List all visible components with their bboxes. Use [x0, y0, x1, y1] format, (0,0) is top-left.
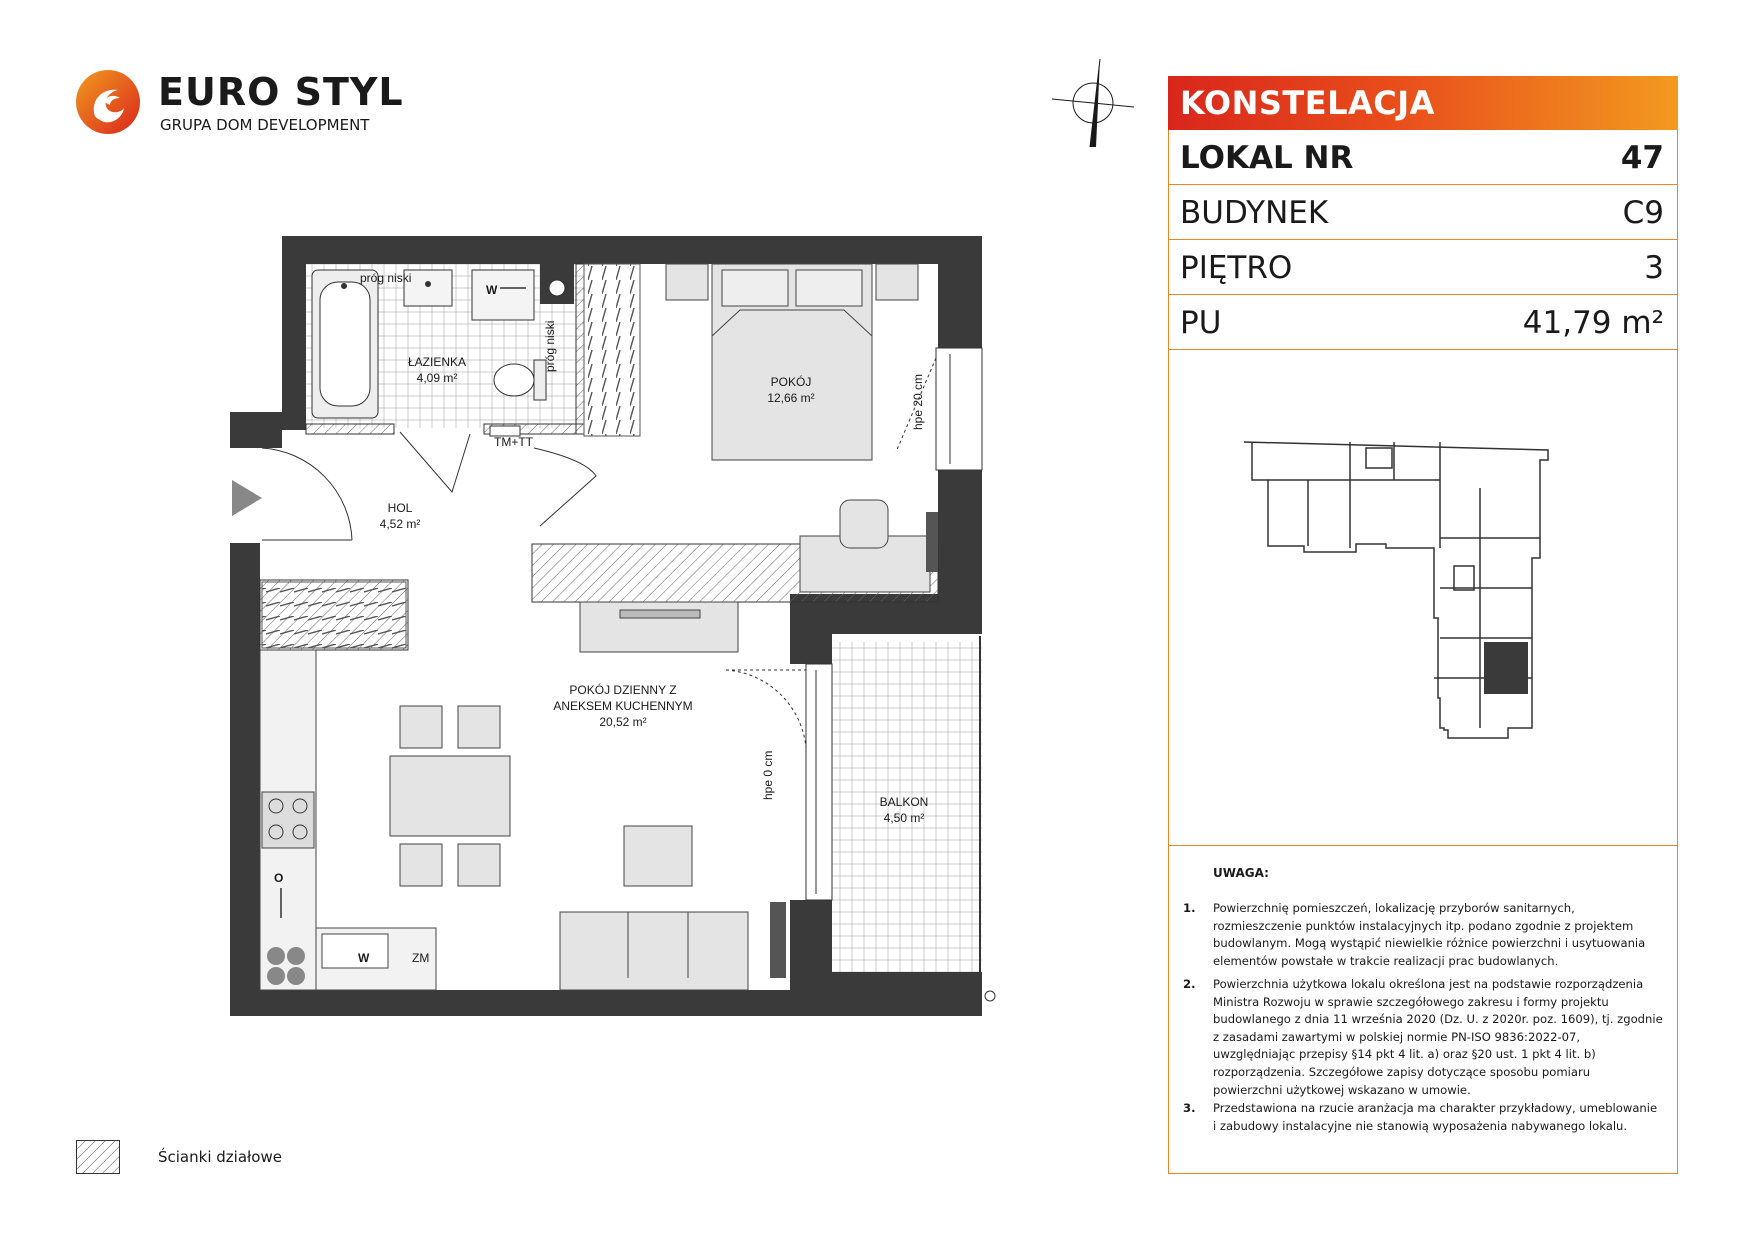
chair-4 [458, 844, 500, 886]
project-name: KONSTELACJA [1180, 84, 1435, 122]
entrance-door-swing [262, 448, 352, 540]
balcony-door-swing [726, 670, 806, 748]
wardrobe-hall [262, 582, 406, 648]
wall-step [230, 412, 260, 448]
wall-left-lower [230, 543, 260, 1016]
balcony-window [806, 664, 832, 900]
note-3 [1183, 1100, 1663, 1135]
detail-row-pietro [1168, 240, 1678, 295]
note-text: Przedstawiona na rzucie aranżacja ma charakter przykładowy, umeblowanie i zabudowy instalacyjne nie stanowią wyposażenia nabywanego lokalu. [1213, 1101, 1658, 1133]
unit-47-highlight [1484, 642, 1528, 694]
detail-label: PIĘTRO [1180, 250, 1293, 286]
gas-meter-1 [267, 947, 285, 965]
chair-1 [400, 706, 442, 748]
notes-separator [1168, 845, 1678, 846]
pillow-right [796, 270, 862, 306]
brand-name: EURO STYL [158, 70, 404, 114]
detail-value: 47 [1620, 140, 1664, 176]
bathtub-inner [320, 282, 370, 406]
washbasin-drain [425, 281, 431, 287]
partition-bath-room [576, 264, 584, 434]
room-hol-area: 4,52 m² [379, 517, 421, 531]
entrance-arrow-icon [232, 480, 262, 516]
washer-w-label: W [486, 283, 498, 297]
hpe0-label: hpe 0 cm [761, 750, 775, 800]
prog-label-2: próg niski [543, 320, 557, 372]
room-lazienka-name: ŁAZIENKA [407, 355, 467, 369]
wall-left-upper [282, 236, 306, 430]
washing-machine [472, 270, 534, 320]
wardrobe-room [584, 264, 640, 436]
detail-value: 3 [1644, 250, 1664, 286]
room-balkon-area: 4,50 m² [883, 811, 925, 825]
dining-table [390, 756, 510, 836]
brand-subtitle: GRUPA DOM DEVELOPMENT [160, 116, 370, 134]
detail-row-budynek [1168, 185, 1678, 240]
chair-2 [458, 706, 500, 748]
project-header [1168, 76, 1678, 130]
north-arrow-icon [1048, 55, 1138, 151]
room-dzienny-area: 20,52 m² [599, 715, 647, 729]
radiator-living [770, 902, 786, 978]
notes-title: UWAGA: [1213, 866, 1269, 880]
toilet [494, 364, 534, 396]
zm-label: ZM [412, 951, 430, 965]
detail-row-lokal [1168, 130, 1678, 185]
wall-right-mid [938, 470, 982, 594]
room-dzienny-name-2: ANEKSEM KUCHENNYM [553, 699, 693, 713]
floor-plan [220, 228, 1000, 1028]
note-text: Powierzchnię pomieszczeń, lokalizację przyborów sanitarnych, rozmieszczenie punktów instalacyjnych itp. podano zgodnie z projektem budowlanym. Mogą wystąpić niewielkie różnice powierzchni i usytuowania elementów powstałe w trakcie realizacji prac budowlanych. [1213, 901, 1646, 968]
building-key-plan [1240, 438, 1558, 770]
detail-label: BUDYNEK [1180, 195, 1329, 231]
tv [620, 610, 700, 618]
kitchen-sink [322, 934, 388, 968]
room-hol-name: HOL [387, 501, 413, 515]
note-number: 1. [1183, 901, 1196, 915]
wall-bottom-right [790, 972, 982, 1016]
tm-label: TM+TT [494, 435, 533, 449]
note-number: 2. [1183, 977, 1196, 991]
dishwasher-w-label: W [358, 951, 370, 965]
wall-right-upper [938, 236, 982, 348]
nightstand-left [666, 264, 708, 300]
bathtub-drain [341, 283, 347, 289]
chair-3 [400, 844, 442, 886]
detail-row-pu [1168, 295, 1678, 350]
shaft-pipe [549, 280, 565, 296]
room-lazienka-area: 4,09 m² [416, 371, 458, 385]
nightstand-right [876, 264, 918, 300]
coffee-table [624, 826, 692, 886]
detail-label: LOKAL NR [1180, 140, 1354, 176]
desk-chair [840, 500, 888, 548]
window-room [936, 348, 982, 470]
gas-meter-4 [287, 967, 305, 985]
note-number: 3. [1183, 1101, 1196, 1115]
note-text: Powierzchnia użytkowa lokalu określona jest na podstawie rozporządzenia Ministra Rozwoju w sprawie szczegółowego zakresu i formy projektu budowlanego z dnia 11 września 2020 (Dz. U. z 2020r. poz. 1609), tj. zgodnie z zasadami zawartymi w polskiej normie PN-ISO 9836:2022-07, uwzględniając przepisy §14 pkt 4 lit. a) oraz §20 ust. 1 pkt 4 lit. b) rozporządzenia. Szczegółowe zapisy dotyczące sposobu pomiaru powierzchni użytkowej wskazano w umowie. [1213, 977, 1663, 1097]
detail-label: PU [1180, 305, 1222, 341]
room-pokoj-name: POKÓJ [770, 375, 812, 389]
drain-point [985, 991, 995, 1001]
brand-logo [74, 68, 404, 140]
detail-value: C9 [1622, 195, 1664, 231]
gas-meter-3 [267, 967, 285, 985]
hpe20-label: hpe 20 cm [911, 373, 925, 430]
prog-label-1: próg niski [360, 271, 412, 285]
wall-balcony-side [790, 594, 832, 664]
legend-label: Ścianki działowe [158, 1148, 282, 1166]
pillow-left [722, 270, 788, 306]
partition-bath-hol [306, 424, 394, 434]
sofa [560, 912, 748, 990]
bedroom-door [534, 448, 596, 526]
bathroom-door [400, 432, 470, 492]
cooktop [262, 792, 314, 848]
note-2 [1183, 976, 1663, 1099]
euro-styl-flame-icon [74, 68, 142, 136]
hatched-wall-icon [76, 1140, 120, 1174]
detail-value: 41,79 m² [1522, 305, 1664, 341]
wall-bottom [230, 990, 790, 1016]
wall-top [282, 236, 982, 264]
oven-o-label: O [274, 871, 284, 885]
radiator-room [926, 512, 938, 572]
room-dzienny-name-1: POKÓJ DZIENNY Z [569, 683, 677, 697]
room-pokoj-area: 12,66 m² [767, 391, 815, 405]
gas-meter-2 [287, 947, 305, 965]
note-1 [1183, 900, 1663, 970]
room-balkon-name: BALKON [879, 795, 929, 809]
